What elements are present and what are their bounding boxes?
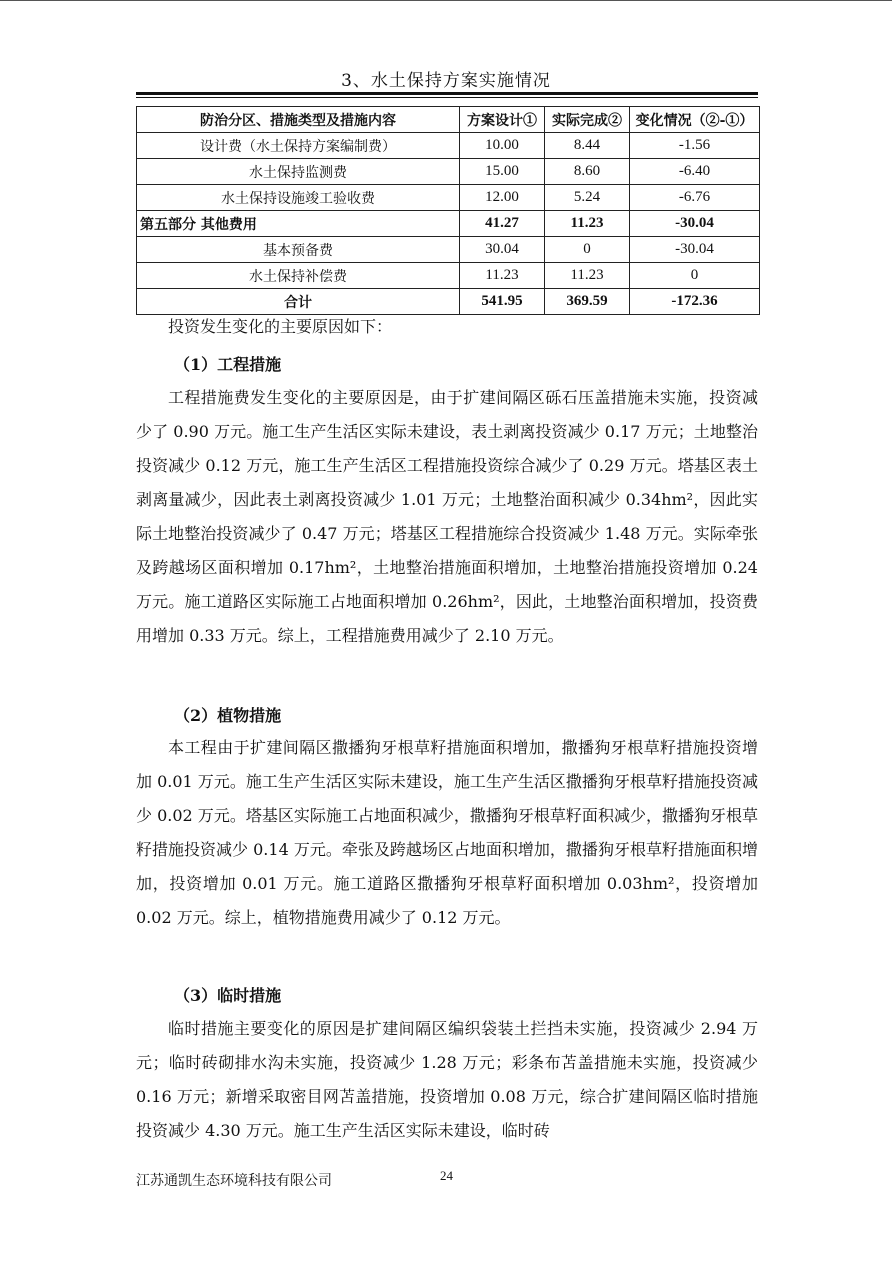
change-value: -6.40	[630, 159, 760, 185]
row-label: 基本预备费	[137, 237, 460, 263]
table-row	[137, 159, 760, 185]
investment-table	[136, 106, 760, 315]
actual-value: 11.23	[545, 263, 630, 289]
row-label: 设计费（水土保持方案编制费）	[137, 133, 460, 159]
header-rule-thick	[136, 92, 758, 95]
change-value: -1.56	[630, 133, 760, 159]
column-header: 方案设计①	[460, 107, 545, 133]
actual-value: 8.60	[545, 159, 630, 185]
design-value: 11.23	[460, 263, 545, 289]
change-value: -172.36	[630, 289, 760, 315]
design-value: 30.04	[460, 237, 545, 263]
page-top-rule	[0, 0, 892, 1]
row-label: 合计	[137, 289, 460, 315]
actual-value: 8.44	[545, 133, 630, 159]
change-value: 0	[630, 263, 760, 289]
section-paragraph-vegetation: 本工程由于扩建间隔区撒播狗牙根草籽措施面积增加，撒播狗牙根草籽措施投资增加 0.01 万元。施工生产生活区实际未建设，施工生产生活区撒播狗牙根草籽措施投资减少 0.02 万元。塔基区实际施工占地面积减少，撒播狗牙根草籽面积减少，撒播狗牙根草籽措施投资减少 0.14 万元。牵张及跨越场区占地面积增加，撒播狗牙根草籽措施面积增加，投资增加 0.01 万元。施工道路区撒播狗牙根草籽面积增加 0.03hm²，投资增加 0.02 万元。综上，植物措施费用减少了 0.12 万元。	[136, 738, 758, 927]
design-value: 15.00	[460, 159, 545, 185]
intro-paragraph: 投资发生变化的主要原因如下：	[168, 317, 393, 336]
table-row	[137, 133, 760, 159]
header-rule-thin	[136, 97, 758, 98]
table-row-subtotal	[137, 211, 760, 237]
column-header: 变化情况（②-①）	[630, 107, 760, 133]
actual-value: 5.24	[545, 185, 630, 211]
change-value: -30.04	[630, 237, 760, 263]
table-row	[137, 237, 760, 263]
table-header-row	[137, 107, 760, 133]
section-heading-temporary: （3）临时措施	[174, 986, 282, 1005]
row-label: 第五部分 其他费用	[137, 211, 460, 237]
design-value: 41.27	[460, 211, 545, 237]
actual-value: 0	[545, 237, 630, 263]
page-number: 24	[440, 1168, 453, 1183]
table-row	[137, 263, 760, 289]
section-heading-engineering: （1）工程措施	[174, 355, 282, 374]
actual-value: 369.59	[545, 289, 630, 315]
change-value: -6.76	[630, 185, 760, 211]
page-header-title: 3、水土保持方案实施情况	[341, 71, 551, 91]
actual-value: 11.23	[545, 211, 630, 237]
change-value: -30.04	[630, 211, 760, 237]
design-value: 10.00	[460, 133, 545, 159]
design-value: 12.00	[460, 185, 545, 211]
column-header: 防治分区、措施类型及措施内容	[137, 107, 460, 133]
row-label: 水土保持补偿费	[137, 263, 460, 289]
column-header: 实际完成②	[545, 107, 630, 133]
section-heading-vegetation: （2）植物措施	[174, 706, 282, 725]
design-value: 541.95	[460, 289, 545, 315]
section-paragraph-engineering: 工程措施费发生变化的主要原因是，由于扩建间隔区砾石压盖措施未实施，投资减少了 0.90 万元。施工生产生活区实际未建设，表土剥离投资减少 0.17 万元；土地整治投资减少 0.12 万元，施工生产生活区工程措施投资综合减少了 0.29 万元。塔基区表土剥离量减少，因此表土剥离投资减少 1.01 万元；土地整治面积减少 0.34hm²，因此实际土地整治投资减少了 0.47 万元；塔基区工程措施综合投资减少 1.48 万元。实际牵张及跨越场区面积增加 0.17hm²，土地整治措施面积增加，土地整治措施投资增加 0.24 万元。施工道路区实际施工占地面积增加 0.26hm²，因此，土地整治面积增加，投资费用增加 0.33 万元。综上，工程措施费用减少了 2.10 万元。	[136, 388, 758, 645]
row-label: 水土保持监测费	[137, 159, 460, 185]
row-label: 水土保持设施竣工验收费	[137, 185, 460, 211]
table-row	[137, 185, 760, 211]
footer-company: 江苏通凯生态环境科技有限公司	[136, 1173, 332, 1189]
section-paragraph-temporary: 临时措施主要变化的原因是扩建间隔区编织袋装土拦挡未实施，投资减少 2.94 万元；临时砖砌排水沟未实施，投资减少 1.28 万元；彩条布苫盖措施未实施，投资减少 0.16 万元；新增采取密目网苫盖措施，投资增加 0.08 万元，综合扩建间隔区临时措施投资减少 4.30 万元。施工生产生活区实际未建设，临时砖	[136, 1019, 758, 1140]
